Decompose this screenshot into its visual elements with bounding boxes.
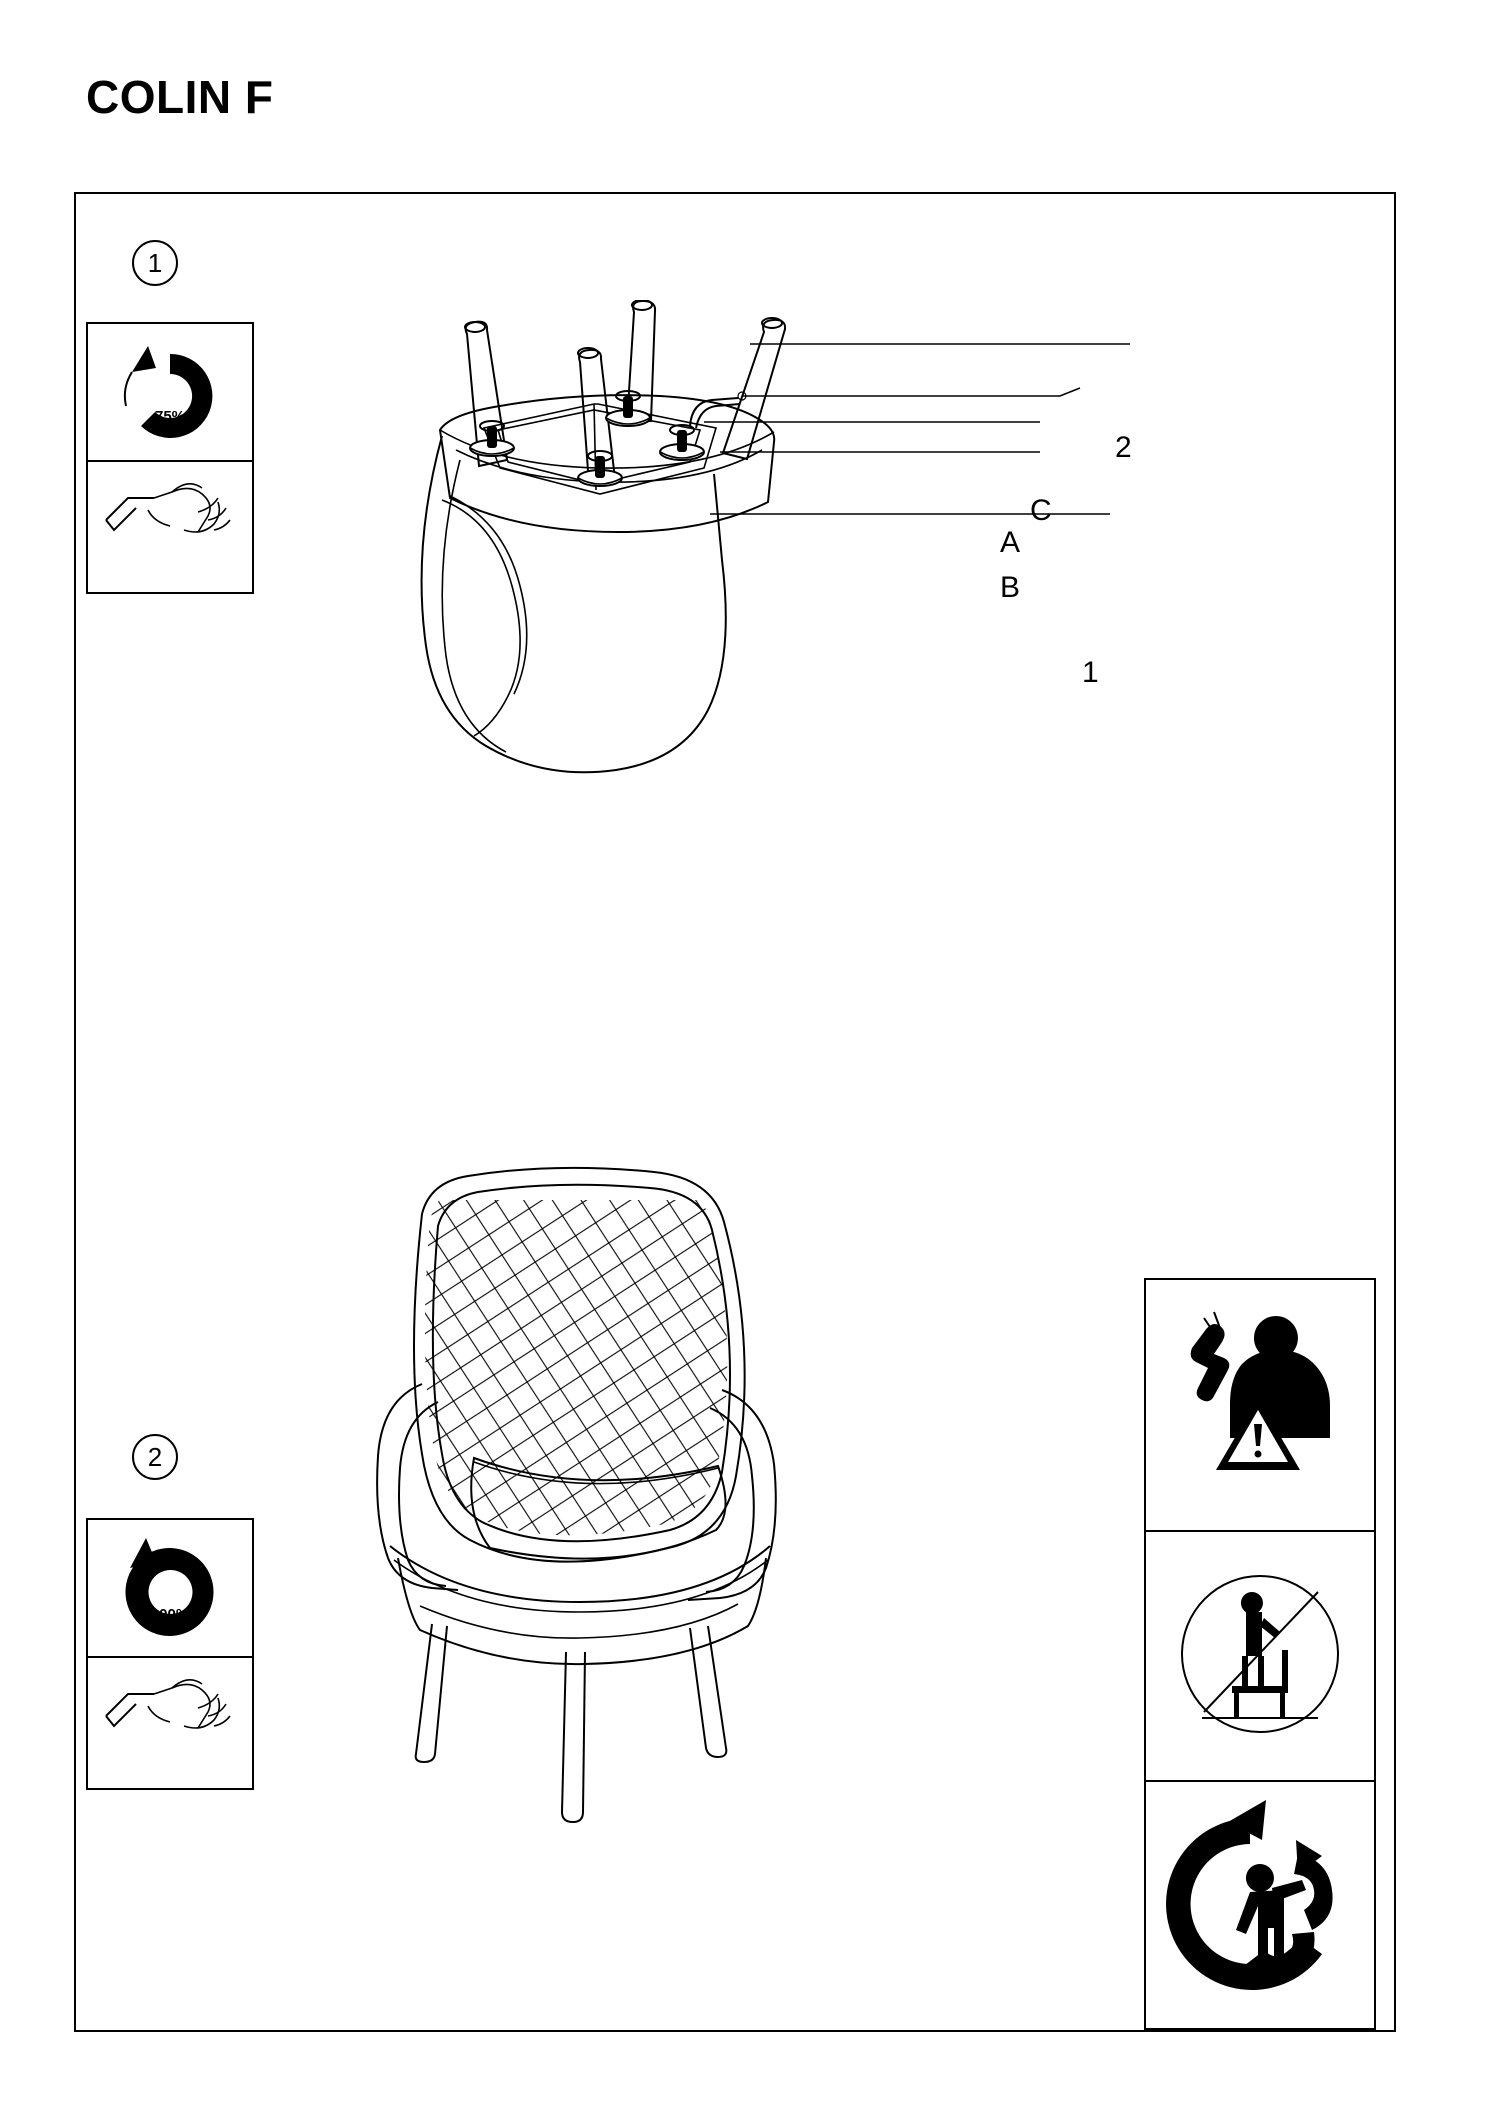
hex-key-hand-icon [106, 484, 230, 532]
hex-key-hand-icon [106, 1680, 230, 1728]
safety-icons [1146, 1280, 1374, 2028]
tool-icons-step-2 [88, 1520, 252, 1788]
rotation-percent-label-2: 100% [150, 1606, 190, 1623]
illustration-upside-down-chair [420, 300, 1160, 1060]
safety-icons-box [1144, 1278, 1376, 2030]
tool-box-divider [88, 1656, 252, 1658]
rotation-percent-label-1: 75% [154, 408, 186, 425]
callout-label-2: 2 [1115, 431, 1132, 464]
callout-label-1: 1 [1082, 656, 1099, 689]
two-person-assembly-icon [1166, 1800, 1333, 1990]
page-title: COLIN F [86, 71, 274, 123]
step-number-1: 1 [132, 240, 178, 286]
callout-label-a: A [1000, 526, 1021, 559]
tool-box-divider [88, 460, 252, 462]
callout-label-c: C [1030, 494, 1052, 527]
do-not-stand-on-chair-icon [1182, 1576, 1338, 1732]
callout-label-b: B [1000, 571, 1021, 604]
chair-backrest [410, 1168, 770, 1600]
tool-box-step-2 [86, 1518, 254, 1790]
tool-icons-step-1 [88, 324, 252, 592]
callout-leader-lines [704, 344, 1130, 514]
tool-box-step-1 [86, 322, 254, 594]
illustration-assembled-armchair [370, 1140, 990, 1900]
no-children-warning-icon [1191, 1312, 1330, 1470]
step-number-2: 2 [132, 1434, 178, 1480]
